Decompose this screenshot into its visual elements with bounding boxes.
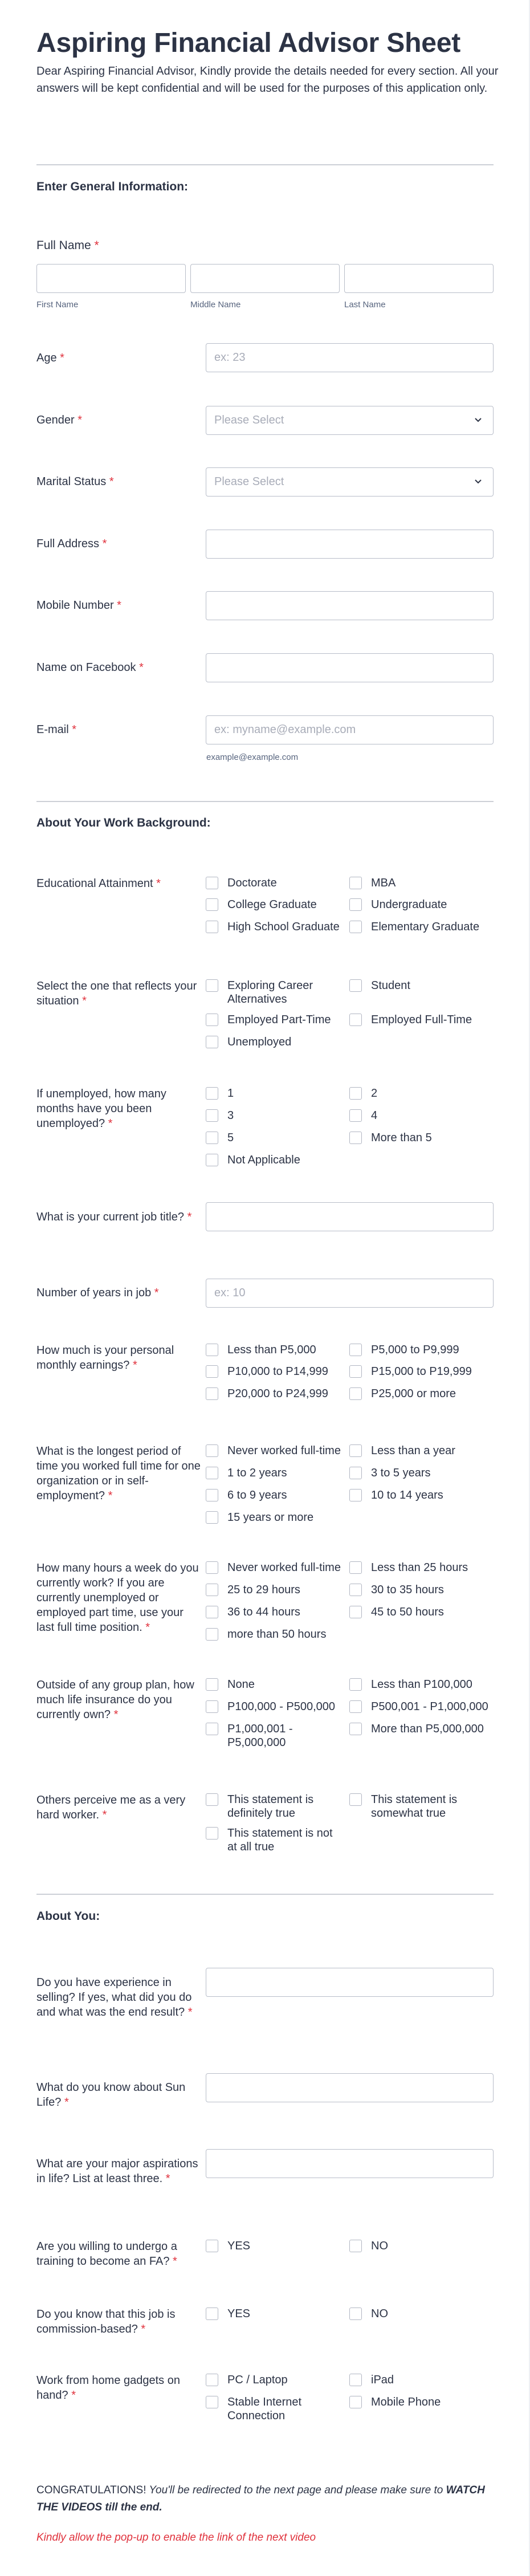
option-earnings-5[interactable]: [349, 1387, 492, 1401]
selling-label: Do you have experience in selling? If yes, what did you do and what was the end result? *: [36, 1976, 193, 2019]
first-name-input[interactable]: [36, 264, 186, 293]
option-label: Never worked full-time: [227, 1561, 341, 1574]
checkbox[interactable]: [349, 1014, 362, 1026]
option-label: Less than P100,000: [371, 1678, 472, 1691]
option-earnings-4[interactable]: [206, 1387, 343, 1401]
checkbox[interactable]: [206, 1628, 218, 1641]
option-commission-no[interactable]: [349, 2307, 492, 2321]
option-label: Not Applicable: [227, 1154, 300, 1166]
section-title-about: About You:: [36, 1910, 100, 1923]
checkbox[interactable]: [206, 1723, 218, 1735]
form-title: Aspiring Financial Advisor Sheet: [36, 28, 460, 58]
mobile-input[interactable]: [206, 591, 494, 620]
option-hard-worker-2[interactable]: [206, 1826, 343, 1854]
age-input[interactable]: ex: 23: [206, 343, 494, 372]
section-divider: [36, 164, 494, 165]
option-hours-6[interactable]: [206, 1627, 343, 1641]
checkbox[interactable]: [206, 1584, 218, 1596]
option-label: 5: [227, 1132, 234, 1144]
option-training-yes[interactable]: [206, 2239, 343, 2253]
email-label: E-mail *: [36, 723, 77, 736]
gender-label: Gender *: [36, 414, 83, 426]
option-mba[interactable]: [349, 876, 492, 890]
option-label: Elementary Graduate: [371, 921, 480, 933]
job-title-label: What is your current job title? *: [36, 1211, 192, 1223]
option-label: 45 to 50 hours: [371, 1606, 444, 1618]
checkbox[interactable]: [206, 1132, 218, 1144]
option-label: P5,000 to P9,999: [371, 1344, 459, 1356]
option-label: 3: [227, 1109, 234, 1122]
commission-label: Do you know that this job is commission-based? *: [36, 2308, 176, 2335]
option-label: High School Graduate: [227, 921, 340, 933]
option-gadgets-mobile[interactable]: [349, 2395, 492, 2409]
option-insurance-2[interactable]: [206, 1700, 343, 1714]
section-title-general: Enter General Information:: [36, 180, 189, 193]
option-label: iPad: [371, 2374, 394, 2386]
years-job-input[interactable]: ex: 10: [206, 1279, 494, 1308]
option-months-1[interactable]: [206, 1086, 343, 1100]
checkbox[interactable]: [206, 1511, 218, 1524]
email-input[interactable]: ex: myname@example.com: [206, 715, 494, 744]
checkbox[interactable]: [206, 1561, 218, 1574]
checkbox[interactable]: [349, 1561, 362, 1574]
checkbox[interactable]: [349, 1387, 362, 1400]
option-undergraduate[interactable]: [349, 898, 492, 911]
option-commission-yes[interactable]: [206, 2307, 343, 2321]
checkbox[interactable]: [206, 1827, 218, 1840]
checkbox[interactable]: [206, 1444, 218, 1457]
checkbox[interactable]: [206, 1606, 218, 1618]
checkbox[interactable]: [206, 921, 218, 933]
option-label: more than 50 hours: [227, 1628, 327, 1641]
option-hours-4[interactable]: [206, 1605, 343, 1619]
option-label: This statement is definitely true: [227, 1793, 314, 1820]
checkbox[interactable]: [206, 1387, 218, 1400]
option-label: This statement is somewhat true: [371, 1793, 458, 1820]
option-label: Mobile Phone: [371, 2396, 441, 2408]
option-months-4[interactable]: [349, 1109, 492, 1122]
option-training-no[interactable]: [349, 2239, 492, 2253]
checkbox[interactable]: [349, 1489, 362, 1501]
checkbox[interactable]: [349, 1365, 362, 1378]
option-exploring-career[interactable]: [206, 979, 343, 1006]
option-label: Doctorate: [227, 877, 277, 889]
option-label: P25,000 or more: [371, 1387, 456, 1400]
checkbox[interactable]: [206, 1036, 218, 1048]
hard-worker-label: Others perceive me as a very hard worker. *: [36, 1794, 186, 1821]
checkbox[interactable]: [206, 2308, 218, 2320]
option-label: NO: [371, 2240, 388, 2252]
checkbox[interactable]: [206, 1678, 218, 1691]
option-label: Employed Full-Time: [371, 1014, 472, 1026]
option-label: None: [227, 1678, 255, 1691]
form-description: Dear Aspiring Financial Advisor, Kindly provide the details needed for every section. All your answers will be kept confidential and will be used for the purposes of this application only.: [36, 65, 499, 95]
option-label: More than 5: [371, 1132, 432, 1144]
option-label: PC / Laptop: [227, 2374, 288, 2386]
checkbox[interactable]: [349, 898, 362, 911]
option-hours-5[interactable]: [349, 1605, 492, 1619]
section-divider: [36, 1894, 494, 1895]
checkbox[interactable]: [349, 1087, 362, 1100]
education-label: Educational Attainment *: [36, 877, 161, 890]
option-earnings-1[interactable]: [349, 1343, 492, 1357]
middle-name-input[interactable]: [190, 264, 340, 293]
option-label: Employed Part-Time: [227, 1014, 331, 1026]
job-title-input[interactable]: [206, 1202, 494, 1231]
checkbox[interactable]: [206, 2240, 218, 2252]
checkbox[interactable]: [349, 1109, 362, 1122]
option-label: 2: [371, 1087, 378, 1100]
checkbox[interactable]: [349, 2396, 362, 2408]
option-hours-0[interactable]: [206, 1561, 343, 1574]
checkbox[interactable]: [349, 877, 362, 889]
option-months-3[interactable]: [206, 1109, 343, 1122]
facebook-input[interactable]: [206, 653, 494, 682]
email-sublabel: example@example.com: [206, 752, 299, 762]
checkbox[interactable]: [206, 1489, 218, 1501]
form-header: [36, 26, 504, 97]
chevron-down-icon: [472, 476, 484, 487]
middle-name-sublabel: Middle Name: [190, 300, 241, 310]
option-label: Exploring Career Alternatives: [227, 979, 313, 1006]
option-label: Stable Internet Connection: [227, 2396, 302, 2422]
checkbox[interactable]: [349, 921, 362, 933]
option-period-3[interactable]: [349, 1466, 492, 1480]
option-period-2[interactable]: [206, 1466, 343, 1480]
option-insurance-5[interactable]: [349, 1722, 492, 1736]
option-label: 3 to 5 years: [371, 1467, 431, 1479]
option-period-5[interactable]: [349, 1488, 492, 1502]
option-label: P10,000 to P14,999: [227, 1365, 328, 1378]
option-label: Less than 25 hours: [371, 1561, 468, 1574]
option-months-5[interactable]: [206, 1131, 343, 1145]
option-insurance-4[interactable]: [206, 1722, 320, 1749]
checkbox[interactable]: [349, 1444, 362, 1457]
option-label: 1: [227, 1087, 234, 1100]
unemployed-months-label: If unemployed, how many months have you been unemployed? *: [36, 1088, 166, 1130]
option-student[interactable]: [349, 979, 492, 992]
checkbox[interactable]: [349, 1584, 362, 1596]
checkbox[interactable]: [206, 877, 218, 889]
option-elementary[interactable]: [349, 920, 492, 934]
hours-week-label: How many hours a week do you currently work? If you are currently unemployed or employed part time, use your last full time position. *: [36, 1562, 199, 1634]
option-label: This statement is not at all true: [227, 1827, 333, 1853]
checkbox[interactable]: [206, 1344, 218, 1356]
option-hours-3[interactable]: [349, 1583, 492, 1597]
sunlife-input[interactable]: [206, 2073, 494, 2102]
option-not-applicable[interactable]: [206, 1153, 343, 1167]
option-period-4[interactable]: [206, 1488, 343, 1502]
option-months-more-than-5[interactable]: [349, 1131, 492, 1145]
last-name-sublabel: Last Name: [344, 300, 386, 310]
option-hard-worker-0[interactable]: [206, 1793, 343, 1820]
years-job-label: Number of years in job *: [36, 1287, 159, 1299]
option-label: 6 to 9 years: [227, 1489, 287, 1501]
option-label: YES: [227, 2240, 251, 2252]
popup-note: Kindly allow the pop-up to enable the link of the next video: [36, 2532, 316, 2544]
option-label: 30 to 35 hours: [371, 1584, 444, 1596]
watch-videos-text: WATCH THE VIDEOS till the end.: [36, 2484, 485, 2513]
checkbox[interactable]: [206, 1154, 218, 1166]
aspirations-label: What are your major aspirations in life? List at least three. *: [36, 2158, 198, 2185]
option-gadgets-pc[interactable]: [206, 2373, 343, 2387]
option-label: 36 to 44 hours: [227, 1606, 300, 1618]
option-label: P500,001 - P1,000,000: [371, 1700, 488, 1713]
option-earnings-0[interactable]: [206, 1343, 343, 1357]
chevron-down-icon: [472, 414, 484, 426]
checkbox[interactable]: [349, 2240, 362, 2252]
option-unemployed[interactable]: [206, 1035, 343, 1049]
option-label: P100,000 - P500,000: [227, 1700, 336, 1713]
section-divider: [36, 801, 494, 802]
marital-status-select[interactable]: [206, 467, 494, 497]
checkbox[interactable]: [349, 979, 362, 992]
option-insurance-1[interactable]: [349, 1678, 492, 1691]
checkbox[interactable]: [206, 1109, 218, 1122]
option-label: MBA: [371, 877, 396, 889]
checkbox[interactable]: [349, 1467, 362, 1479]
aspirations-input[interactable]: [206, 2149, 494, 2178]
option-label: P15,000 to P19,999: [371, 1365, 472, 1378]
situation-label: Select the one that reflects your situation *: [36, 980, 197, 1007]
sunlife-label: What do you know about Sun Life? *: [36, 2081, 186, 2109]
checkbox[interactable]: [206, 898, 218, 911]
marital-select-value: Please Select: [214, 475, 284, 488]
option-insurance-3[interactable]: [349, 1700, 492, 1714]
earnings-label: How much is your personal monthly earnings? *: [36, 1344, 174, 1372]
redirect-text: You'll be redirected to the next page and please make sure to: [146, 2484, 446, 2496]
option-college-graduate[interactable]: [206, 898, 343, 911]
mobile-label: Mobile Number *: [36, 599, 121, 612]
option-label: More than P5,000,000: [371, 1723, 484, 1735]
option-period-6[interactable]: [206, 1511, 343, 1524]
training-label: Are you willing to undergo a training to become an FA? *: [36, 2240, 177, 2268]
option-label: Undergraduate: [371, 898, 447, 911]
option-months-2[interactable]: [349, 1086, 492, 1100]
option-earnings-3[interactable]: [349, 1365, 492, 1378]
checkbox[interactable]: [206, 1793, 218, 1806]
option-label: 15 years or more: [227, 1511, 314, 1524]
selling-input[interactable]: [206, 1968, 494, 1997]
option-label: Less than P5,000: [227, 1344, 316, 1356]
checkbox[interactable]: [206, 979, 218, 992]
option-label: College Graduate: [227, 898, 317, 911]
option-label: NO: [371, 2308, 388, 2320]
checkbox[interactable]: [349, 2374, 362, 2386]
checkbox[interactable]: [206, 2374, 218, 2386]
checkbox[interactable]: [349, 1723, 362, 1735]
checkbox[interactable]: [349, 1678, 362, 1691]
full-name-label: Full Name *: [36, 239, 99, 252]
checkbox[interactable]: [206, 1014, 218, 1026]
age-label: Age *: [36, 352, 64, 364]
option-label: P1,000,001 - P5,000,000: [227, 1723, 293, 1749]
checkbox[interactable]: [349, 1344, 362, 1356]
checkbox[interactable]: [349, 1132, 362, 1144]
checkbox[interactable]: [349, 2308, 362, 2320]
gadgets-label: Work from home gadgets on hand? *: [36, 2374, 180, 2402]
option-earnings-2[interactable]: [206, 1365, 343, 1378]
congrats-text: CONGRATULATIONS!: [36, 2484, 146, 2496]
checkbox[interactable]: [349, 1700, 362, 1713]
section-title-work: About Your Work Background:: [36, 816, 211, 829]
address-input[interactable]: [206, 530, 494, 559]
option-label: 25 to 29 hours: [227, 1584, 300, 1596]
option-hours-1[interactable]: [349, 1561, 492, 1574]
option-employed-full-time[interactable]: [349, 1013, 492, 1027]
option-label: Student: [371, 979, 410, 992]
address-label: Full Address *: [36, 538, 107, 550]
checkbox[interactable]: [206, 1700, 218, 1713]
option-label: YES: [227, 2308, 251, 2320]
checkbox[interactable]: [349, 1793, 362, 1806]
first-name-sublabel: First Name: [36, 300, 79, 310]
checkbox[interactable]: [206, 2396, 218, 2408]
option-label: 4: [371, 1109, 378, 1122]
option-doctorate[interactable]: [206, 876, 343, 890]
option-insurance-0[interactable]: [206, 1678, 343, 1691]
option-gadgets-internet[interactable]: [206, 2395, 343, 2423]
marital-label: Marital Status *: [36, 475, 114, 488]
option-label: 1 to 2 years: [227, 1467, 287, 1479]
checkbox[interactable]: [206, 1087, 218, 1100]
option-period-1[interactable]: [349, 1444, 492, 1458]
option-hours-2[interactable]: [206, 1583, 343, 1597]
option-high-school[interactable]: [206, 920, 343, 934]
option-period-0[interactable]: [206, 1444, 343, 1458]
option-label: Unemployed: [227, 1036, 292, 1048]
checkbox[interactable]: [206, 1365, 218, 1378]
checkbox[interactable]: [206, 1467, 218, 1479]
checkbox[interactable]: [349, 1606, 362, 1618]
facebook-label: Name on Facebook *: [36, 661, 144, 674]
gender-select[interactable]: [206, 406, 494, 435]
option-label: Less than a year: [371, 1444, 455, 1457]
option-label: Never worked full-time: [227, 1444, 341, 1457]
last-name-input[interactable]: [344, 264, 494, 293]
option-employed-part-time[interactable]: [206, 1013, 343, 1027]
gender-select-value: Please Select: [214, 414, 284, 426]
insurance-label: Outside of any group plan, how much life insurance do you currently own? *: [36, 1679, 194, 1721]
option-gadgets-ipad[interactable]: [349, 2373, 492, 2387]
option-hard-worker-1[interactable]: [349, 1793, 492, 1820]
option-label: P20,000 to P24,999: [227, 1387, 328, 1400]
longest-period-label: What is the longest period of time you worked full time for one organization or in self-employment? *: [36, 1445, 201, 1502]
congratulations-note: [36, 2482, 492, 2516]
option-label: 10 to 14 years: [371, 1489, 443, 1501]
